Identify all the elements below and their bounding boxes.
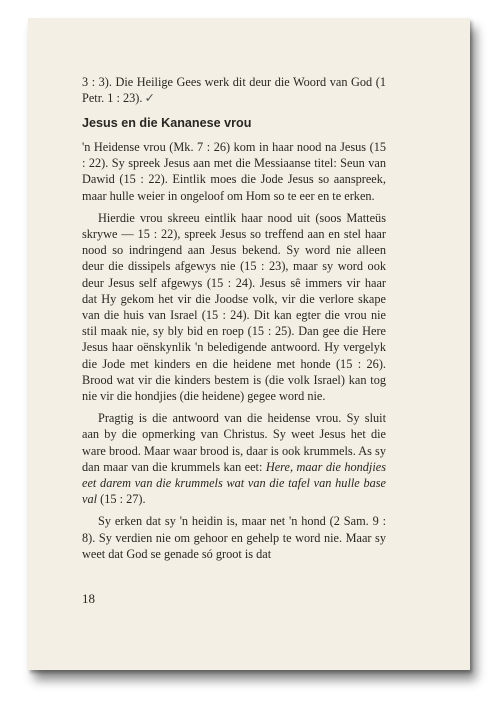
intro-paragraph-block: [82, 74, 386, 112]
check-mark-annotation: ✓: [144, 91, 155, 106]
paragraph-3-quote: Here, maar die hondjies eet darem van die krummels wat van die tafel van hulle base val: [82, 459, 386, 507]
paragraph-4: Sy erken dat sy 'n heidin is, maar net 'n hond (2 Sam. 9 : 8). Sy verdien nie om gehoor en gehelp te word nie. Maar sy weet dat God se genade só groot is dat: [82, 514, 386, 561]
page-number: 18: [82, 591, 95, 606]
paragraph-3-reference: (15 : 27).: [100, 492, 146, 507]
paragraph-2: Hierdie vrou skreeu eintlik haar nood uit (soos Matteüs skrywe — 15 : 22), spreek Jesus so treffend aan en stel haar nood so indringend aan Jesus bekend. Sy word nie alleen deur die dissipels afgewys nie (15 : 23), maar sy word ook deur Jesus self afgewys (15 : 24). Jesus sê immers vir haar dat Hy gekom het vir die Joodse volk, vir die verlore skape van die huis van Israel (15 : 24). Dit kan egter die vrou nie stil maak nie, sy bly bid en roep (15 : 25). Dan gee die Here Jesus haar oënskynlik 'n beledigende antwoord. Hy vergelyk die Jode met kinders en die heidene met honde (15 : 26). Brood wat vir die kinders bestem is (die volk Israel) kan tog nie vir die hondjies (die heidene) gegee word nie.: [82, 210, 386, 404]
body-text: [82, 139, 386, 568]
paragraph-3: [82, 410, 386, 507]
paragraph-3-text: Pragtig is die antwoord van die heidense vrou. Sy sluit aan by die opmerking van Christus. Sy weet Jesus het die ware brood. Maar waar brood is, daar is ook krummels. As sy dan maar van die krummels kan eet:: [82, 411, 386, 474]
intro-paragraph-text: 3 : 3). Die Heilige Gees werk dit deur die Woord van God (1 Petr. 1 : 23).: [82, 75, 386, 106]
section-heading: Jesus en die Kananese vrou: [82, 116, 252, 130]
paragraph-1: 'n Heidense vrou (Mk. 7 : 26) kom in haar nood na Jesus (15 : 22). Sy spreek Jesus aan met die Messiaanse titel: Seun van Dawid (15 : 22). Eintlik moes die Jode Jesus so aanspreek, maar hulle weier in ongeloof om Hom so te eer en te erken.: [82, 140, 386, 203]
intro-paragraph: [82, 74, 386, 106]
